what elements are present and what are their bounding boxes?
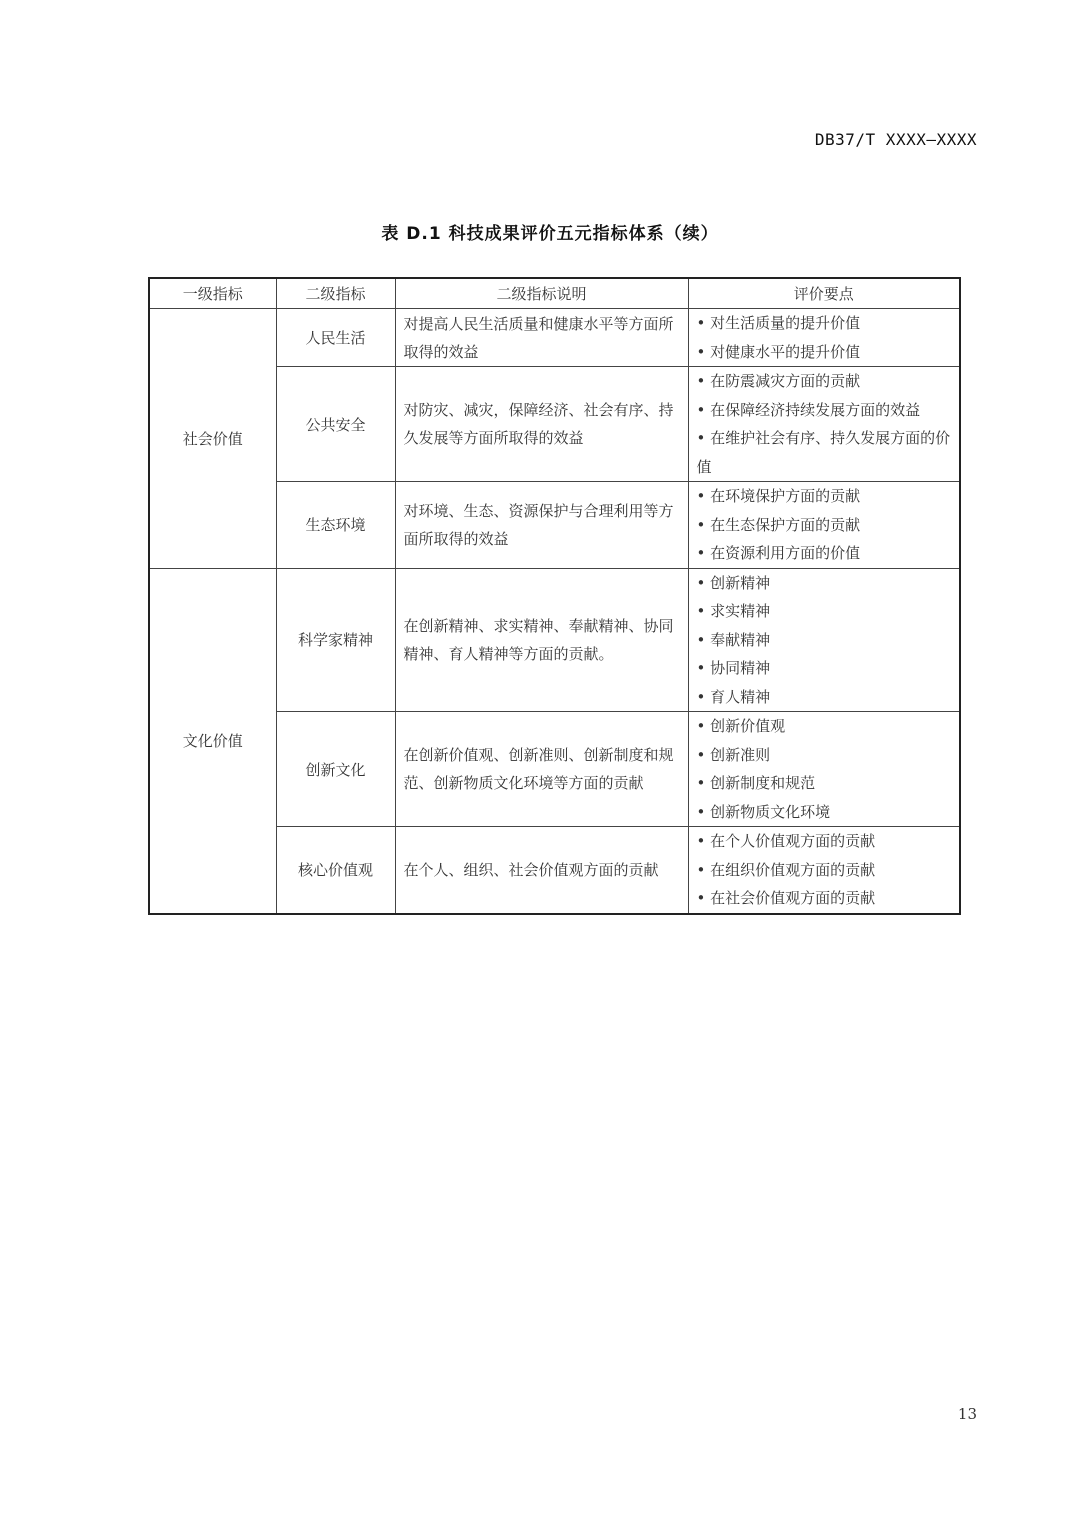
point-item: • 对生活质量的提升价值	[696, 314, 861, 332]
point-item: • 在保障经济持续发展方面的效益	[696, 400, 921, 419]
level1-cell: 社会价值	[149, 309, 276, 569]
header-description: 二级指标说明	[395, 278, 688, 309]
points-cell	[688, 568, 960, 712]
point-item: • 在防震减灾方面的贡献	[696, 372, 861, 390]
header-level2: 二级指标	[276, 278, 395, 309]
level2-cell: 科学家精神	[276, 568, 395, 712]
description-cell: 在创新精神、求实精神、奉献精神、协同精神、育人精神等方面的贡献。	[395, 568, 688, 712]
points-cell	[688, 309, 960, 367]
point-item: • 创新价值观	[696, 717, 786, 735]
point-item: • 在个人价值观方面的贡献	[696, 832, 876, 850]
level2-cell: 人民生活	[276, 309, 395, 367]
point-item: • 创新精神	[696, 573, 771, 592]
level2-cell: 创新文化	[276, 712, 395, 827]
point-item: • 创新物质文化环境	[696, 802, 831, 821]
description-cell: 对环境、生态、资源保护与合理利用等方面所取得的效益	[395, 482, 688, 569]
point-item: • 对健康水平的提升价值	[696, 342, 861, 361]
point-item: • 奉献精神	[696, 630, 771, 649]
points-cell	[688, 482, 960, 569]
table-row	[149, 568, 960, 712]
header-points: 评价要点	[688, 278, 960, 309]
level2-cell: 公共安全	[276, 367, 395, 482]
point-item: • 求实精神	[696, 602, 771, 620]
point-item: • 创新制度和规范	[696, 774, 816, 792]
point-item: • 在社会价值观方面的贡献	[696, 889, 876, 907]
point-item: • 创新准则	[696, 745, 771, 764]
indicator-table	[148, 277, 961, 915]
point-item: • 在组织价值观方面的贡献	[696, 860, 876, 879]
page-number: 13	[957, 1405, 977, 1423]
document-code: DB37/T XXXX—XXXX	[814, 130, 977, 149]
point-item: • 在维护社会有序、持久发展方面的价值	[696, 429, 951, 476]
point-item: • 协同精神	[696, 659, 771, 677]
level2-cell: 生态环境	[276, 482, 395, 569]
level2-cell: 核心价值观	[276, 827, 395, 914]
table-header-row	[149, 278, 960, 309]
points-cell	[688, 827, 960, 914]
table-title: 表 D.1 科技成果评价五元指标体系（续）	[381, 224, 719, 244]
description-cell: 在个人、组织、社会价值观方面的贡献	[395, 827, 688, 914]
description-cell: 在创新价值观、创新准则、创新制度和规范、创新物质文化环境等方面的贡献	[395, 712, 688, 827]
point-item: • 育人精神	[696, 687, 771, 706]
description-cell: 对提高人民生活质量和健康水平等方面所取得的效益	[395, 309, 688, 367]
header-level1: 一级指标	[149, 278, 276, 309]
point-item: • 在生态保护方面的贡献	[696, 515, 861, 534]
description-cell: 对防灾、减灾，保障经济、社会有序、持久发展等方面所取得的效益	[395, 367, 688, 482]
points-cell	[688, 367, 960, 482]
table-row	[149, 309, 960, 367]
point-item: • 在环境保护方面的贡献	[696, 487, 861, 505]
point-item: • 在资源利用方面的价值	[696, 544, 861, 562]
points-cell	[688, 712, 960, 827]
level1-cell: 文化价值	[149, 568, 276, 914]
